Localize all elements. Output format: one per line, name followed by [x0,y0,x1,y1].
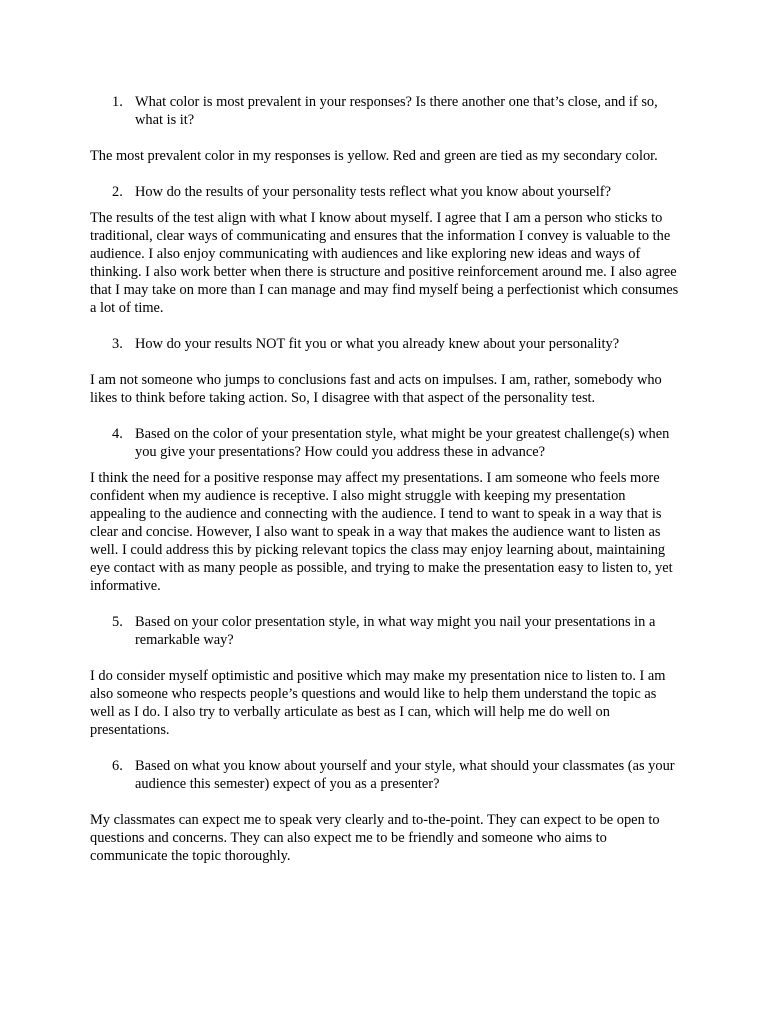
question-number: 2. [112,184,123,200]
question-text: What color is most prevalent in your responses? Is there another one that’s close, and if so, what is it? [135,94,658,128]
question-text: Based on your color presentation style, in what way might you nail your presentations in a remarkable way? [135,614,656,648]
answer-6: My classmates can expect me to speak very clearly and to-the-point. They can expect to be open to questions and concerns. They can also expect me to be friendly and someone who aims to communicate the topic thoroughly. [90,812,660,864]
question-text: Based on the color of your presentation style, what might be your greatest challenge(s) when you give your presentations? How could you address these in advance? [135,426,670,460]
question-4 [112,425,680,461]
answer-5: I do consider myself optimistic and positive which may make my presentation nice to listen to. I am also someone who respects people’s questions and would like to help them understand the topic as well as I do. I also try to verbally articulate as best as I can, which will help me do well on presentations. [90,668,666,738]
question-6 [112,757,680,793]
answer-2: The results of the test align with what I know about myself. I agree that I am a person who sticks to traditional, clear ways of communicating and ensures that the information I convey is valuable to the audience. I also enjoy communicating with audiences and like exploring new ideas and ways of thinking. I also work better when there is structure and positive reinforcement around me. I also agree that I may take on more than I can manage and may find myself being a perfectionist which consumes a lot of time. [90,210,679,316]
question-number: 3. [112,336,123,352]
answer-1: The most prevalent color in my responses is yellow. Red and green are tied as my secondary color. [90,148,658,164]
question-number: 1. [112,94,123,110]
question-text: How do your results NOT fit you or what you already knew about your personality? [135,336,620,352]
question-text: Based on what you know about yourself and your style, what should your classmates (as your audience this semester) expect of you as a presenter? [135,758,675,792]
question-number: 6. [112,758,123,774]
document-page [90,93,680,865]
question-5 [112,613,680,649]
question-3 [112,335,680,353]
question-1 [112,93,680,129]
question-number: 4. [112,426,123,442]
question-number: 5. [112,614,123,630]
answer-4: I think the need for a positive response may affect my presentations. I am someone who feels more confident when my audience is receptive. I also might struggle with keeping my presentation appealing to the audience and connecting with the audience. I tend to want to speak in a way that is clear and concise. However, I also want to speak in a way that makes the audience want to listen as well. I could address this by picking relevant topics the class may enjoy learning about, maintaining eye contact with as many people as possible, and trying to make the presentation easy to listen to, yet informative. [90,470,673,594]
answer-3: I am not someone who jumps to conclusions fast and acts on impulses. I am, rather, somebody who likes to think before taking action. So, I disagree with that aspect of the personality test. [90,372,662,406]
question-text: How do the results of your personality tests reflect what you know about yourself? [135,184,611,200]
question-2 [112,183,680,201]
